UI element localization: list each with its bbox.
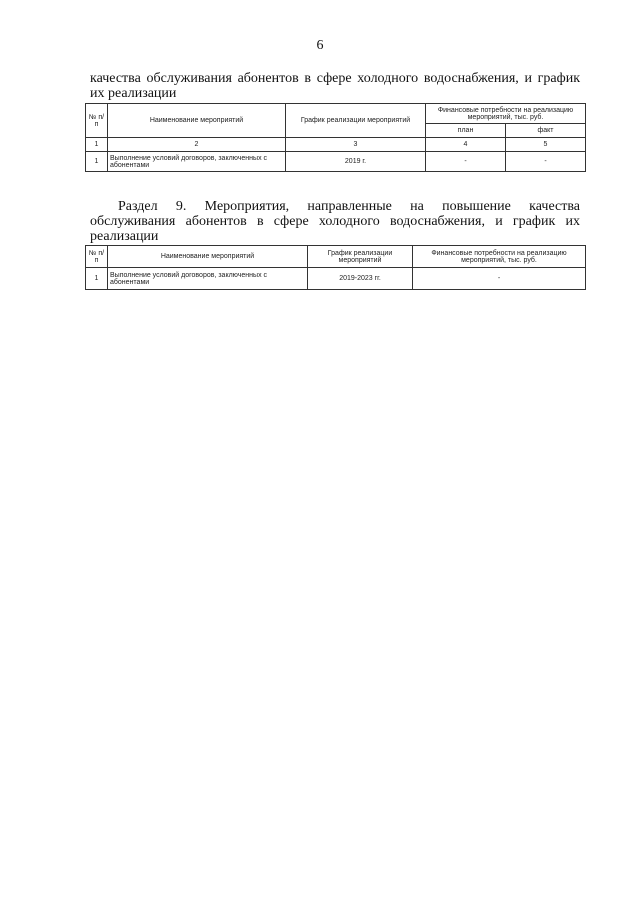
section9-heading-line1: Раздел 9. Мероприятия, направленные на повышение качества	[118, 199, 580, 214]
header-finance: Финансовые потребности на реализацию мероприятий, тыс. руб.	[413, 246, 586, 268]
index-cell: 3	[286, 138, 426, 152]
row-finance: -	[413, 268, 586, 290]
row-plan: -	[426, 152, 506, 172]
header-name: Наименование мероприятий	[108, 246, 308, 268]
section9-heading-line3: реализации	[90, 229, 159, 244]
row-num: 1	[86, 268, 108, 290]
section9-table	[85, 245, 586, 290]
header-fact: факт	[506, 124, 586, 138]
page-number: 6	[316, 38, 324, 53]
section9-heading-line2: обслуживания абонентов в сфере холодного водоснабжения, и график их	[90, 214, 580, 229]
header-num: № п/п	[86, 104, 108, 138]
row-name: Выполнение условий договоров, заключенных с абонентами	[108, 268, 308, 290]
table-row	[86, 268, 586, 290]
section8-heading-line1: качества обслуживания абонентов в сфере холодного водоснабжения, и график	[90, 71, 580, 86]
row-num: 1	[86, 152, 108, 172]
section8-table	[85, 103, 586, 172]
table-index-row	[86, 138, 586, 152]
header-schedule: График реализации мероприятий	[308, 246, 413, 268]
index-cell: 1	[86, 138, 108, 152]
header-finance: Финансовые потребности на реализацию мероприятий, тыс. руб.	[426, 104, 586, 124]
section9-heading	[90, 199, 580, 244]
row-name: Выполнение условий договоров, заключенных с абонентами	[108, 152, 286, 172]
table-row	[86, 152, 586, 172]
header-plan: план	[426, 124, 506, 138]
header-schedule: График реализации мероприятий	[286, 104, 426, 138]
section8-heading	[90, 71, 580, 101]
row-schedule: 2019 г.	[286, 152, 426, 172]
row-fact: -	[506, 152, 586, 172]
section8-heading-line2: их реализации	[90, 86, 177, 101]
index-cell: 4	[426, 138, 506, 152]
header-num: № п/п	[86, 246, 108, 268]
row-schedule: 2019-2023 гг.	[308, 268, 413, 290]
index-cell: 5	[506, 138, 586, 152]
header-name: Наименование мероприятий	[108, 104, 286, 138]
index-cell: 2	[108, 138, 286, 152]
